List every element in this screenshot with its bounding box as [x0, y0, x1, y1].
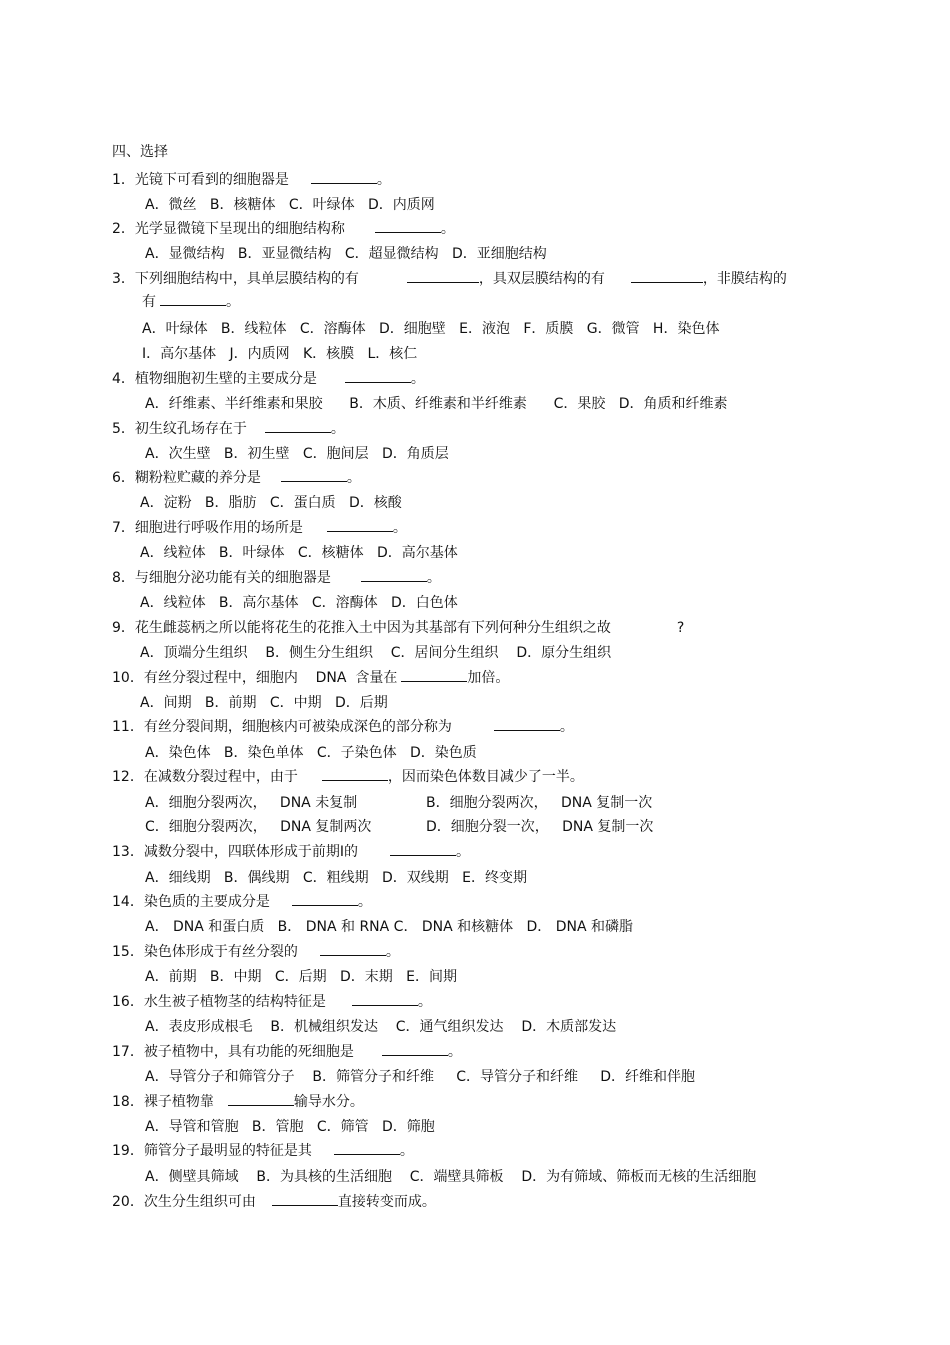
question-3-cont: 有 。	[142, 294, 240, 310]
question-11: 11．有丝分裂间期，细胞核内可被染成深色的部分称为 。	[112, 719, 574, 735]
question-4: 4．植物细胞初生壁的主要成分是 。	[112, 371, 425, 387]
options-12c: C．细胞分裂两次， DNA 复制两次	[145, 819, 372, 835]
answer-blank[interactable]	[494, 718, 560, 731]
question-13: 13．减数分裂中，四联体形成于前期Ⅰ的 。	[112, 844, 470, 860]
question-14: 14．染色质的主要成分是 。	[112, 894, 372, 910]
question-5: 5．初生纹孔场存在于 。	[112, 421, 345, 437]
answer-blank[interactable]	[382, 1043, 448, 1056]
options-5: A．次生壁 B．初生壁 C．胞间层 D．角质层	[145, 446, 449, 462]
options-6: A．淀粉 B．脂肪 C．蛋白质 D．核酸	[140, 495, 402, 511]
answer-blank[interactable]	[401, 669, 467, 682]
answer-blank[interactable]	[292, 893, 358, 906]
answer-blank[interactable]	[281, 469, 347, 482]
answer-blank[interactable]	[311, 171, 377, 184]
question-12: 12．在减数分裂过程中，由于 ，因而染色体数目减少了一半。	[112, 769, 584, 785]
question-9: 9．花生雌蕊柄之所以能将花生的花推入土中因为其基部有下列何种分生组织之故 ?	[112, 620, 685, 636]
options-9: A．顶端分生组织 B．侧生分生组织 C．居间分生组织 D．原分生组织	[140, 645, 612, 661]
options-12d: D．细胞分裂一次， DNA 复制一次	[426, 819, 654, 835]
answer-blank[interactable]	[228, 1093, 294, 1106]
answer-blank[interactable]	[160, 293, 226, 306]
options-12b: B．细胞分裂两次， DNA 复制一次	[426, 795, 653, 811]
options-16: A．表皮形成根毛 B．机械组织发达 C．通气组织发达 D．木质部发达	[145, 1019, 617, 1035]
options-3b: I．高尔基体 J．内质网 K．核膜 L．核仁	[142, 346, 418, 362]
answer-blank[interactable]	[631, 270, 703, 283]
question-7: 7．细胞进行呼吸作用的场所是 。	[112, 520, 407, 536]
question-10: 10．有丝分裂过程中，细胞内 DNA 含量在 加倍。	[112, 670, 510, 686]
options-13: A．细线期 B．偶线期 C．粗线期 D．双线期 E．终变期	[145, 870, 527, 886]
answer-blank[interactable]	[327, 519, 393, 532]
options-14: A． DNA 和蛋白质 B． DNA 和 RNA C． DNA 和核糖体 D． DNA 和磷脂	[145, 919, 634, 935]
question-16: 16．水生被子植物茎的结构特征是 。	[112, 994, 432, 1010]
answer-blank[interactable]	[390, 843, 456, 856]
answer-blank[interactable]	[361, 569, 427, 582]
question-18: 18．裸子植物靠 输导水分。	[112, 1094, 364, 1110]
options-19: A．侧壁具筛域 B．为具核的生活细胞 C．端壁具筛板 D．为有筛域、筛板而无核的生活细胞	[145, 1169, 757, 1185]
answer-blank[interactable]	[265, 420, 331, 433]
options-8: A．线粒体 B．高尔基体 C．溶酶体 D．白色体	[140, 595, 458, 611]
question-15: 15．染色体形成于有丝分裂的 。	[112, 944, 400, 960]
question-1: 1．光镜下可看到的细胞器是 。	[112, 172, 391, 188]
question-19: 19．筛管分子最明显的特征是其 。	[112, 1143, 414, 1159]
answer-blank[interactable]	[334, 1142, 400, 1155]
options-3a: A．叶绿体 B．线粒体 C．溶酶体 D．细胞壁 E．液泡 F．质膜 G．微管 H．染色体	[142, 321, 720, 337]
options-12a: A．细胞分裂两次， DNA 未复制	[145, 795, 358, 811]
question-8: 8．与细胞分泌功能有关的细胞器是 。	[112, 570, 441, 586]
options-4: A．纤维素、半纤维素和果胶 B．木质、纤维素和半纤维素 C．果胶 D．角质和纤维素	[145, 396, 728, 412]
question-2: 2．光学显微镜下呈现出的细胞结构称 。	[112, 221, 455, 237]
section-title: 四、选择	[112, 144, 168, 160]
answer-blank[interactable]	[272, 1193, 338, 1206]
options-17: A．导管分子和筛管分子 B．筛管分子和纤维 C．导管分子和纤维 D．纤维和伴胞	[145, 1069, 696, 1085]
answer-blank[interactable]	[375, 220, 441, 233]
question-6: 6．糊粉粒贮藏的养分是 。	[112, 470, 361, 486]
options-18: A．导管和管胞 B．管胞 C．筛管 D．筛胞	[145, 1119, 435, 1135]
answer-blank[interactable]	[320, 943, 386, 956]
options-15: A．前期 B．中期 C．后期 D．末期 E．间期	[145, 969, 457, 985]
options-1: A．微丝 B．核糖体 C．叶绿体 D．内质网	[145, 197, 435, 213]
options-11: A．染色体 B．染色单体 C．子染色体 D．染色质	[145, 745, 477, 761]
options-7: A．线粒体 B．叶绿体 C．核糖体 D．高尔基体	[140, 545, 458, 561]
question-17: 17．被子植物中，具有功能的死细胞是 。	[112, 1044, 462, 1060]
options-10: A．间期 B．前期 C．中期 D．后期	[140, 695, 388, 711]
question-3: 3．下列细胞结构中，具单层膜结构的有 ，具双层膜结构的有 ，非膜结构的	[112, 271, 787, 287]
answer-blank[interactable]	[407, 270, 479, 283]
answer-blank[interactable]	[345, 370, 411, 383]
question-20: 20．次生分生组织可由 直接转变而成。	[112, 1194, 436, 1210]
options-2: A．显微结构 B．亚显微结构 C．超显微结构 D．亚细胞结构	[145, 246, 547, 262]
answer-blank[interactable]	[352, 993, 418, 1006]
answer-blank[interactable]	[322, 768, 388, 781]
